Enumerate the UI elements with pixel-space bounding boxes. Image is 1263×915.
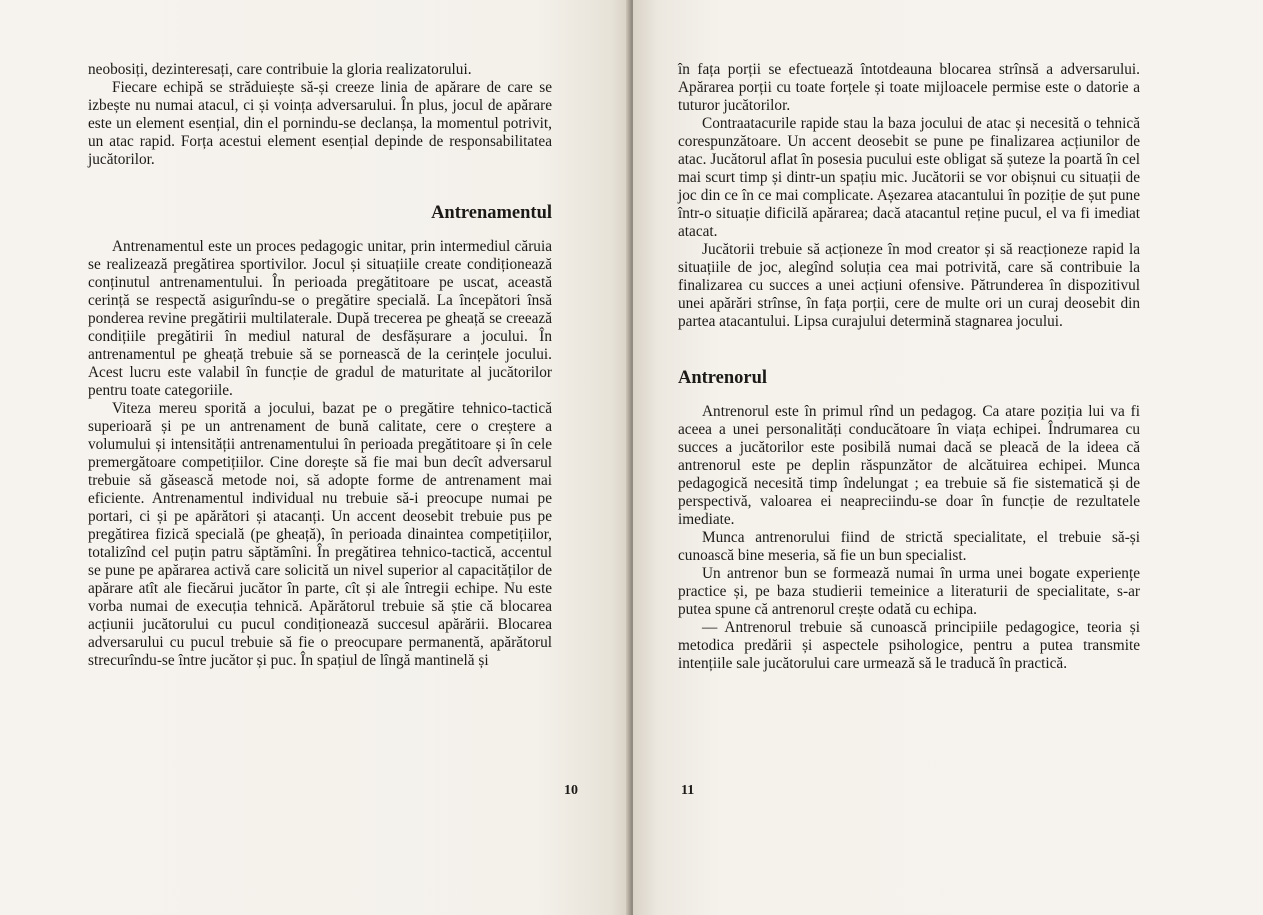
page-number: 10 (564, 783, 578, 798)
paragraph: — Antrenorul trebuie să cunoască principiile pedagogice, teoria și metodica predării și aspectele psihologice, pentru a putea transmite intențiile sale jucătorului care urmează să le traducă în practică. (678, 619, 1140, 672)
paragraph: Antrenamentul este un proces pedagogic unitar, prin intermediul căruia se realizează pregătirea sportivilor. Jocul și situațiile create condiționează conținutul antrenamentului. În perioada pregătitoare pe uscat, această cerință se respectă asigurîndu-se o pregătire specială. La începători însă ponderea revine pregătirii multilaterale. După trecerea pe gheață se creează condițiile pregătirii în mediul natural de desfășurare a jocului. În antrenamentul pe gheață trebuie să se pornească de la cerințele jocului. Acest lucru este valabil în funcție de gradul de maturitate al jucătorilor pentru toate categoriile. (88, 238, 552, 399)
page-number: 11 (681, 783, 695, 798)
paragraph: Jucătorii trebuie să acționeze în mod creator și să reacționeze rapid la situațiile de joc, alegînd soluția cea mai potrivită, care să contribuie la finalizarea cu succes a unei acțiuni ofensive. Pătrunderea în dispozitivul unei apărări strînse, în fața porții, cere de multe ori un curaj deosebit din partea atacantului. Lipsa curajului determină stagnarea jocului. (678, 241, 1140, 330)
section-heading: Antrenorul (678, 368, 768, 388)
paragraph: Un antrenor bun se formează numai în urma unei bogate experiențe practice și, pe baza studierii temeinice a literaturii de specialitate, s-ar putea spune că antrenorul crește odată cu echipa. (678, 565, 1140, 618)
left-page (0, 0, 630, 915)
paragraph: în fața porții se efectuează întotdeauna blocarea strînsă a adversarului. Apărarea porții cu toate forțele și toate mijloacele permise este o datorie a tuturor jucătorilor. (678, 61, 1140, 114)
paragraph: Antrenorul este în primul rînd un pedagog. Ca atare poziția lui va fi aceea a unei personalități conducătoare în viața echipei. Îndrumarea cu succes a jucătorilor este posibilă numai dacă se pleacă de la ideea că antrenorul este pe deplin răspunzător de alcătuirea echipei. Munca pedagogică necesită timp îndelungat ; ea trebuie să fie sistematică și de perspectivă, valoarea ei neapreciindu-se doar în funcție de rezultatele imediate. (678, 403, 1140, 528)
right-page (633, 0, 1263, 915)
paragraph: Munca antrenorului fiind de strictă specialitate, el trebuie să-și cunoască bine meseria, să fie un bun specialist. (678, 529, 1140, 564)
section-heading: Antrenamentul (431, 203, 552, 223)
left-page-text (88, 61, 552, 670)
paragraph: Viteza mereu sporită a jocului, bazat pe o pregătire tehnico-tactică superioară și pe un antrenament de bună calitate, cere o creștere a volumului și intensității antrenamentului în perioada pregătitoare și în cele premergătoare competițiilor. Cine dorește să fie mai bun decît adversarul trebuie să găsească metode noi, să adopte forme de antrenament mai eficiente. Antrenamentul individual nu trebuie să-i preocupe numai pe portari, ci și pe apărători și atacanți. Un accent deosebit trebuie pus pe pregătirea fizică specială (pe gheață), în perioada dinaintea competițiilor, totalizînd cel puțin patru săptămîni. În pregătirea tehnico-tactică, accentul se pune pe apărarea activă care solicită un nivel superior al capacităților de apărare atît ale fiecărui jucător în parte, cît și ale întregii echipe. Nu este vorba numai de execuția tehnică. Apărătorul trebuie să știe că blocarea acțiunii jucătorului cu pucul condiționează succesul apărării. Blocarea adversarului cu pucul trebuie să fie o preocupare permanentă, apărătorul strecurîndu-se între jucător și puc. În spațiul de lîngă mantinelă și (88, 400, 552, 669)
right-page-text (678, 61, 1140, 673)
paragraph: neobosiți, dezinteresați, care contribuie la gloria realizatorului. (88, 61, 472, 78)
paragraph: Contraatacurile rapide stau la baza jocului de atac și necesită o tehnică corespunzătoare. Un accent deosebit se pune pe finalizarea acțiunilor de atac. Jucătorul aflat în posesia pucului este obligat să șuteze la poartă în cel mai scurt timp și dintr-un spațiu mic. Jucătorii se vor obișnui cu situații de joc din ce în ce mai complicate. Așezarea atacantului în poziție de șut pune într-o situație dificilă apărarea; dacă atacantul reține pucul, el va fi imediat atacat. (678, 115, 1140, 240)
paragraph: Fiecare echipă se străduiește să-și creeze linia de apărare de care se izbește nu numai atacul, ci și voința adversarului. În plus, jocul de apărare este un element esențial, din el pornindu-se declanșa, la momentul potrivit, un atac rapid. Forța acestui element esențial depinde de responsabilitatea jucătorilor. (88, 79, 552, 168)
